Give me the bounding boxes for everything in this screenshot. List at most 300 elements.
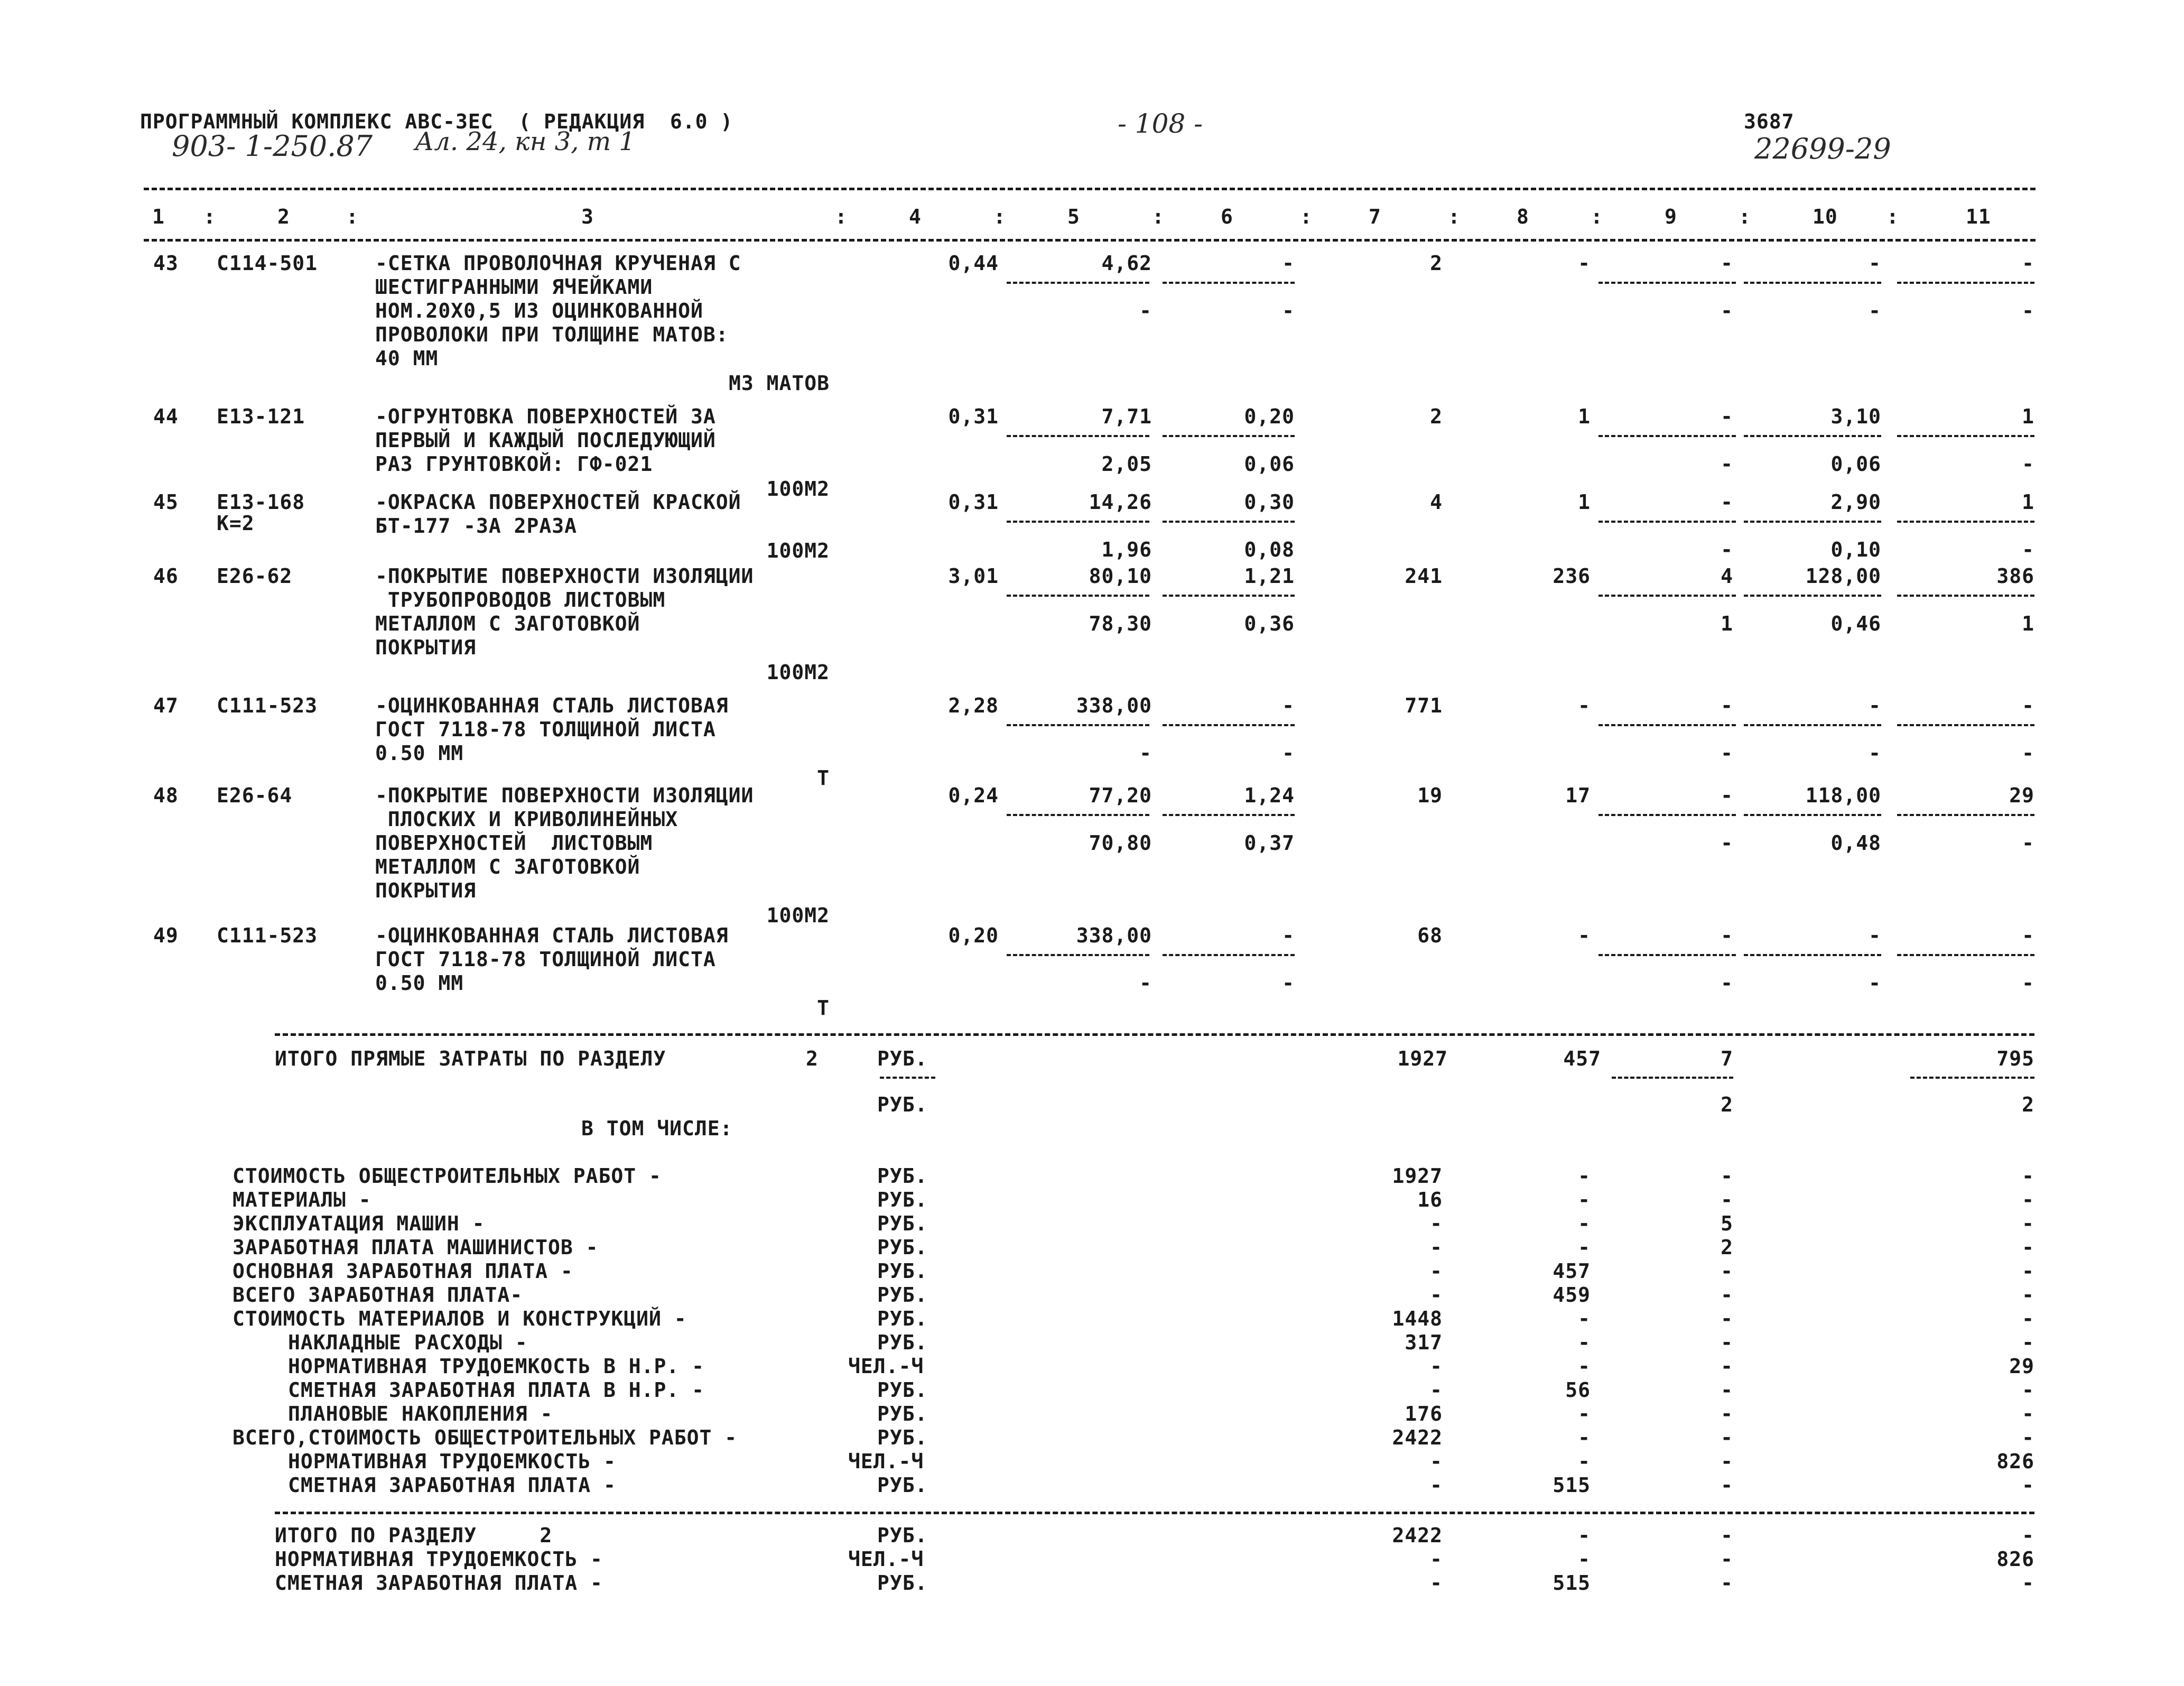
section-total-c9: - — [1721, 1524, 1733, 1547]
row-unit-cost-machines: 1,21 — [1244, 564, 1295, 588]
row-code: Е13-121 — [217, 405, 305, 428]
summary-unit: РУБ. — [877, 1212, 928, 1235]
summary-label: ВСЕГО ЗАРАБОТНАЯ ПЛАТА- — [233, 1283, 523, 1307]
row-rule-c5 — [1007, 954, 1149, 956]
summary-unit: РУБ. — [877, 1283, 928, 1307]
row-unit-cost-wages: - — [1139, 742, 1152, 765]
row-total-wages: - — [1578, 924, 1591, 947]
row-description-line: -ОЦИНКОВАННАЯ СТАЛЬ ЛИСТОВАЯ — [375, 694, 729, 717]
row-quantity: 0,31 — [948, 490, 999, 514]
row-total-wages: - — [1578, 694, 1591, 717]
summary-c8: - — [1578, 1188, 1591, 1211]
totals-direct-label: ИТОГО ПРЯМЫЕ ЗАТРАТЫ ПО РАЗДЕЛУ — [275, 1047, 666, 1070]
summary-c7: 1448 — [1392, 1307, 1443, 1330]
row-total-machines: - — [1721, 694, 1733, 717]
row-machinist-labor-unit: - — [1869, 742, 1881, 765]
row-unit-cost: 338,00 — [1076, 924, 1152, 947]
totals-direct-c7: 1927 — [1397, 1047, 1448, 1070]
row-total-machines: - — [1721, 784, 1733, 807]
including-label: В ТОМ ЧИСЛЕ: — [581, 1117, 733, 1140]
section-total-c9: - — [1721, 1548, 1733, 1571]
totals-direct-c11: 795 — [1996, 1047, 2034, 1070]
row-rule-c11 — [1897, 724, 2034, 726]
row-unit-cost-wages: 2,05 — [1101, 452, 1152, 476]
row-labor-unit: 118,00 — [1805, 784, 1881, 807]
row-unit: М3 МАТОВ — [728, 372, 830, 395]
row-total-machines: - — [1721, 490, 1733, 514]
summary-label: СТОИМОСТЬ МАТЕРИАЛОВ И КОНСТРУКЦИЙ - — [233, 1307, 687, 1330]
row-labor-total: - — [2022, 252, 2034, 275]
column-separator: : — [993, 205, 1006, 228]
page-number: - 108 - — [1118, 108, 1203, 139]
row-machinist-labor-total: - — [2022, 971, 2034, 995]
row-total-machines: - — [1721, 405, 1733, 428]
row-total-cost: 68 — [1417, 924, 1443, 947]
summary-label: НОРМАТИВНАЯ ТРУДОЕМКОСТЬ В Н.Р. - — [288, 1355, 704, 1378]
summary-label: СМЕТНАЯ ЗАРАБОТНАЯ ПЛАТА - — [288, 1474, 616, 1497]
totals-direct-c9b: 2 — [1721, 1093, 1733, 1116]
row-number: 45 — [153, 490, 179, 514]
summary-c11: - — [2022, 1402, 2034, 1425]
summary-label: ЭКСПЛУАТАЦИЯ МАШИН - — [233, 1212, 485, 1235]
totals-direct-c11b: 2 — [2022, 1093, 2034, 1116]
summary-unit: РУБ. — [877, 1331, 928, 1354]
row-labor-total: - — [2022, 694, 2034, 717]
section-total-c11: 826 — [1996, 1548, 2034, 1571]
section-total-unit: РУБ. — [877, 1571, 928, 1595]
summary-c9: - — [1721, 1474, 1733, 1497]
row-description-line: ГОСТ 7118-78 ТОЛЩИНОЙ ЛИСТА — [375, 718, 716, 741]
row-unit-cost-wages: 70,80 — [1089, 831, 1152, 855]
column-header-9: 9 — [1665, 205, 1677, 228]
summary-c7: - — [1430, 1450, 1443, 1473]
section-total-c7: - — [1430, 1571, 1443, 1595]
row-rule-c5 — [1007, 435, 1149, 437]
row-labor-total: 386 — [1996, 564, 2034, 588]
summary-label: НАКЛАДНЫЕ РАСХОДЫ - — [288, 1331, 528, 1354]
summary-unit: РУБ. — [877, 1426, 928, 1449]
row-rule-c9 — [1598, 282, 1736, 284]
column-separator: : — [1300, 205, 1313, 228]
row-rule-c9 — [1598, 724, 1736, 726]
summary-unit: РУБ. — [877, 1259, 928, 1283]
summary-c9: - — [1721, 1331, 1733, 1354]
summary-c7: - — [1430, 1378, 1443, 1402]
row-quantity: 0,20 — [948, 924, 999, 947]
row-unit: Т — [817, 766, 830, 790]
summary-c8: 515 — [1553, 1474, 1591, 1497]
row-code: Е26-62 — [217, 564, 293, 588]
summary-c9: - — [1721, 1283, 1733, 1307]
summary-c8: - — [1578, 1450, 1591, 1473]
summary-label: ЗАРАБОТНАЯ ПЛАТА МАШИНИСТОВ - — [233, 1236, 599, 1259]
column-header-8: 8 — [1517, 205, 1529, 228]
row-machinist-wages: - — [1721, 538, 1733, 561]
row-total-cost: 19 — [1417, 784, 1443, 807]
row-unit-cost: 7,71 — [1101, 405, 1152, 428]
summary-label: ПЛАНОВЫЕ НАКОПЛЕНИЯ - — [288, 1402, 553, 1425]
row-quantity: 0,44 — [948, 252, 999, 275]
summary-c11: - — [2022, 1164, 2034, 1188]
rule-totals — [275, 1033, 2034, 1036]
column-separator: : — [1448, 205, 1461, 228]
row-unit-cost-machines: 0,30 — [1244, 490, 1295, 514]
row-unit-cost-machinist-wages: 0,37 — [1244, 831, 1295, 855]
row-number: 43 — [153, 252, 179, 275]
summary-c9: - — [1721, 1378, 1733, 1402]
row-number: 48 — [153, 784, 179, 807]
summary-c11: - — [2022, 1188, 2034, 1211]
section-total-label: СМЕТНАЯ ЗАРАБОТНАЯ ПЛАТА - — [275, 1571, 603, 1595]
summary-c11: 826 — [1996, 1450, 2034, 1473]
summary-unit: РУБ. — [877, 1188, 928, 1211]
summary-unit: РУБ. — [877, 1236, 928, 1259]
row-unit-cost-machinist-wages: 0,36 — [1244, 612, 1295, 635]
row-machinist-labor-unit: 0,06 — [1830, 452, 1881, 476]
column-header-5: 5 — [1067, 205, 1080, 228]
row-rule-c9 — [1598, 595, 1736, 597]
summary-c7: - — [1430, 1474, 1443, 1497]
row-machinist-labor-total: 1 — [2022, 612, 2034, 635]
row-unit-cost-wages: - — [1139, 971, 1152, 995]
code-number: 3687 — [1744, 110, 1795, 133]
code-reference: 22699-29 — [1754, 132, 1891, 165]
row-machinist-labor-total: - — [2022, 299, 2034, 322]
row-quantity: 3,01 — [948, 564, 999, 588]
row-code-extra: К=2 — [217, 512, 255, 535]
row-description-line: -ПОКРЫТИЕ ПОВЕРХНОСТИ ИЗОЛЯЦИИ — [375, 784, 754, 807]
row-total-cost: 2 — [1430, 252, 1443, 275]
row-unit-cost-machinist-wages: 0,06 — [1244, 452, 1295, 476]
column-header-2: 2 — [277, 205, 290, 228]
section-total-c8: - — [1578, 1548, 1591, 1571]
totals-direct-c9: 7 — [1721, 1047, 1733, 1070]
section-total-c7: - — [1430, 1548, 1443, 1571]
row-labor-total: - — [2022, 924, 2034, 947]
rule-section-total — [275, 1512, 2034, 1514]
summary-c11: - — [2022, 1236, 2034, 1259]
row-unit-cost-machines: 0,20 — [1244, 405, 1295, 428]
row-rule-c11 — [1897, 435, 2034, 437]
summary-c9: - — [1721, 1402, 1733, 1425]
row-rule-c11 — [1897, 954, 2034, 956]
column-separator: : — [1739, 205, 1751, 228]
row-unit-cost-machines: - — [1282, 924, 1295, 947]
summary-c7: 2422 — [1392, 1426, 1443, 1449]
row-total-cost: 2 — [1430, 405, 1443, 428]
row-description-line: 0.50 ММ — [375, 742, 464, 765]
row-rule-c9 — [1598, 521, 1736, 523]
row-code: Е26-64 — [217, 784, 293, 807]
row-total-cost: 771 — [1405, 694, 1443, 717]
summary-c8: - — [1578, 1402, 1591, 1425]
row-rule-c5 — [1007, 521, 1149, 523]
row-unit-cost: 80,10 — [1089, 564, 1152, 588]
column-header-7: 7 — [1369, 205, 1381, 228]
summary-c11: 29 — [2009, 1355, 2034, 1378]
totals-direct-c8: 457 — [1563, 1047, 1601, 1070]
row-description-line: ТРУБОПРОВОДОВ ЛИСТОВЫМ — [375, 588, 666, 612]
row-quantity: 2,28 — [948, 694, 999, 717]
project-number: 903- 1-250.87 — [172, 129, 373, 163]
row-rule-c5 — [1007, 282, 1149, 284]
row-machinist-labor-total: - — [2022, 831, 2034, 855]
program-header: ПРОГРАММНЫЙ КОМПЛЕКС АВС-3ЕС ( РЕДАКЦИЯ 6.0 ) — [140, 110, 733, 133]
summary-c8: - — [1578, 1307, 1591, 1330]
section-total-c8: 515 — [1553, 1571, 1591, 1595]
summary-c7: 317 — [1405, 1331, 1443, 1354]
row-rule-c11 — [1897, 814, 2034, 816]
summary-c11: - — [2022, 1378, 2034, 1402]
summary-c7: - — [1430, 1236, 1443, 1259]
summary-c8: - — [1578, 1236, 1591, 1259]
totals-direct-unit: РУБ. — [877, 1047, 928, 1070]
summary-c9: - — [1721, 1164, 1733, 1188]
column-header-10: 10 — [1813, 205, 1838, 228]
row-labor-total: 1 — [2022, 405, 2034, 428]
row-machinist-labor-unit: 0,10 — [1830, 538, 1881, 561]
row-number: 46 — [153, 564, 179, 588]
row-rule-c5 — [1007, 724, 1149, 726]
row-quantity: 0,31 — [948, 405, 999, 428]
summary-c7: - — [1430, 1283, 1443, 1307]
section-total-label: НОРМАТИВНАЯ ТРУДОЕМКОСТЬ - — [275, 1548, 603, 1571]
row-labor-total: 1 — [2022, 490, 2034, 514]
row-description-line: МЕТАЛЛОМ С ЗАГОТОВКОЙ — [375, 612, 640, 635]
summary-unit: РУБ. — [877, 1307, 928, 1330]
section-total-c9: - — [1721, 1571, 1733, 1595]
row-rule-c5 — [1007, 814, 1149, 816]
row-description-line: ПОКРЫТИЯ — [375, 636, 477, 659]
summary-label: СМЕТНАЯ ЗАРАБОТНАЯ ПЛАТА В Н.Р. - — [288, 1378, 704, 1402]
summary-c11: - — [2022, 1283, 2034, 1307]
row-machinist-wages: - — [1721, 742, 1733, 765]
row-total-wages: 236 — [1553, 564, 1591, 588]
row-description-line: -ОГРУНТОВКА ПОВЕРХНОСТЕЙ ЗА — [375, 405, 716, 428]
row-rule-c10 — [1744, 521, 1881, 523]
summary-unit: РУБ. — [877, 1474, 928, 1497]
summary-label: ОСНОВНАЯ ЗАРАБОТНАЯ ПЛАТА - — [233, 1259, 573, 1283]
summary-c9: 5 — [1721, 1212, 1733, 1235]
row-unit-cost-machinist-wages: 0,08 — [1244, 538, 1295, 561]
summary-c9: - — [1721, 1307, 1733, 1330]
column-separator: : — [1591, 205, 1603, 228]
row-rule-c10 — [1744, 595, 1881, 597]
row-machinist-labor-unit: 0,48 — [1830, 831, 1881, 855]
row-quantity: 0,24 — [948, 784, 999, 807]
row-unit-cost-machines: - — [1282, 252, 1295, 275]
summary-label: МАТЕРИАЛЫ - — [233, 1188, 371, 1211]
column-header-1: 1 — [152, 205, 165, 228]
row-unit-cost-wages: 78,30 — [1089, 612, 1152, 635]
row-description-line: ПЛОСКИХ И КРИВОЛИНЕЙНЫХ — [375, 808, 679, 831]
summary-c8: 459 — [1553, 1283, 1591, 1307]
row-rule-c11 — [1897, 521, 2034, 523]
row-machinist-labor-unit: - — [1869, 299, 1881, 322]
row-code: С111-523 — [217, 924, 318, 947]
row-description-line: ПРОВОЛОКИ ПРИ ТОЛЩИНЕ МАТОВ: — [375, 323, 729, 346]
row-total-wages: 17 — [1565, 784, 1591, 807]
row-rule-c10 — [1744, 814, 1881, 816]
row-description-line: ШЕСТИГРАННЫМИ ЯЧЕЙКАМИ — [375, 275, 653, 299]
row-description-line: НОМ.20Х0,5 ИЗ ОЦИНКОВАННОЙ — [375, 299, 703, 322]
summary-c9: - — [1721, 1450, 1733, 1473]
row-machinist-labor-unit: - — [1869, 971, 1881, 995]
row-rule-c9 — [1598, 435, 1736, 437]
column-separator: : — [1152, 205, 1165, 228]
column-header-4: 4 — [909, 205, 922, 228]
row-labor-unit: 3,10 — [1830, 405, 1881, 428]
row-description-line: РАЗ ГРУНТОВКОЙ: ГФ-021 — [375, 452, 653, 476]
column-separator: : — [203, 205, 216, 228]
summary-label: ВСЕГО,СТОИМОСТЬ ОБЩЕСТРОИТЕЛЬНЫХ РАБОТ - — [233, 1426, 738, 1449]
summary-c11: - — [2022, 1426, 2034, 1449]
row-unit-cost-machines: - — [1282, 694, 1295, 717]
row-rule-c6 — [1163, 954, 1295, 956]
row-code: Е13-168 — [217, 490, 305, 514]
row-unit: 100М2 — [766, 539, 830, 562]
totals-c11-rule — [1910, 1077, 2034, 1079]
section-total-c11: - — [2022, 1524, 2034, 1547]
row-labor-total: 29 — [2009, 784, 2034, 807]
row-description-line: -ОЦИНКОВАННАЯ СТАЛЬ ЛИСТОВАЯ — [375, 924, 729, 947]
row-machinist-labor-total: - — [2022, 742, 2034, 765]
row-unit-cost-machinist-wages: - — [1282, 971, 1295, 995]
summary-c11: - — [2022, 1307, 2034, 1330]
summary-c9: 2 — [1721, 1236, 1733, 1259]
row-unit-cost: 77,20 — [1089, 784, 1152, 807]
column-header-3: 3 — [581, 205, 594, 228]
row-total-cost: 241 — [1405, 564, 1443, 588]
section-total-c8: - — [1578, 1524, 1591, 1547]
summary-c8: 56 — [1565, 1378, 1591, 1402]
row-unit-cost-machines: 1,24 — [1244, 784, 1295, 807]
row-machinist-wages: - — [1721, 452, 1733, 476]
row-unit: Т — [817, 996, 830, 1020]
row-unit: 100М2 — [766, 904, 830, 927]
row-labor-unit: 128,00 — [1805, 564, 1881, 588]
row-machinist-labor-total: - — [2022, 538, 2034, 561]
section-total-c7: 2422 — [1392, 1524, 1443, 1547]
row-unit-cost: 338,00 — [1076, 694, 1152, 717]
rule-header-bottom — [144, 239, 2036, 242]
row-rule-c9 — [1598, 954, 1736, 956]
album-reference: Ал. 24, кн 3, т 1 — [415, 127, 635, 156]
row-labor-unit: 2,90 — [1830, 490, 1881, 514]
summary-label: НОРМАТИВНАЯ ТРУДОЕМКОСТЬ - — [288, 1450, 616, 1473]
row-total-wages: 1 — [1578, 490, 1591, 514]
row-number: 49 — [153, 924, 179, 947]
summary-c8: - — [1578, 1212, 1591, 1235]
row-unit: 100М2 — [766, 661, 830, 684]
row-total-wages: - — [1578, 252, 1591, 275]
row-labor-unit: - — [1869, 252, 1881, 275]
row-unit-cost-wages: 1,96 — [1101, 538, 1152, 561]
summary-unit: ЧЕЛ.-Ч — [848, 1355, 924, 1378]
summary-c11: - — [2022, 1212, 2034, 1235]
row-number: 44 — [153, 405, 179, 428]
row-machinist-wages: - — [1721, 971, 1733, 995]
row-description-line: МЕТАЛЛОМ С ЗАГОТОВКОЙ — [375, 855, 640, 878]
section-total-unit: ЧЕЛ.-Ч — [848, 1548, 924, 1571]
row-description-line: -ПОКРЫТИЕ ПОВЕРХНОСТИ ИЗОЛЯЦИИ — [375, 564, 754, 588]
summary-c9: - — [1721, 1426, 1733, 1449]
row-rule-c6 — [1163, 435, 1295, 437]
section-total-unit: РУБ. — [877, 1524, 928, 1547]
row-machinist-wages: - — [1721, 299, 1733, 322]
row-labor-unit: - — [1869, 694, 1881, 717]
row-code: С114-501 — [217, 252, 318, 275]
summary-c8: 457 — [1553, 1259, 1591, 1283]
summary-c7: 1927 — [1392, 1164, 1443, 1188]
summary-c8: - — [1578, 1164, 1591, 1188]
row-rule-c6 — [1163, 521, 1295, 523]
totals-direct-unit2: РУБ. — [877, 1093, 928, 1116]
summary-c8: - — [1578, 1426, 1591, 1449]
row-number: 47 — [153, 694, 179, 717]
row-rule-c11 — [1897, 595, 2034, 597]
row-description-line: -СЕТКА ПРОВОЛОЧНАЯ КРУЧЕНАЯ С — [375, 252, 741, 275]
totals-direct-section: 2 — [806, 1047, 819, 1070]
row-unit-cost-machinist-wages: - — [1282, 742, 1295, 765]
summary-label: СТОИМОСТЬ ОБЩЕСТРОИТЕЛЬНЫХ РАБОТ - — [233, 1164, 662, 1188]
summary-c8: - — [1578, 1355, 1591, 1378]
summary-unit: РУБ. — [877, 1402, 928, 1425]
summary-c7: - — [1430, 1212, 1443, 1235]
summary-c8: - — [1578, 1331, 1591, 1354]
row-rule-c10 — [1744, 282, 1881, 284]
row-rule-c10 — [1744, 954, 1881, 956]
summary-unit: РУБ. — [877, 1164, 928, 1188]
summary-c9: - — [1721, 1259, 1733, 1283]
row-unit: 100М2 — [766, 477, 830, 501]
summary-c7: - — [1430, 1259, 1443, 1283]
row-description-line: 0.50 ММ — [375, 971, 464, 995]
summary-c11: - — [2022, 1259, 2034, 1283]
row-total-machines: 4 — [1721, 564, 1733, 588]
row-description-line: ПЕРВЫЙ И КАЖДЫЙ ПОСЛЕДУЮЩИЙ — [375, 429, 716, 452]
summary-unit: ЧЕЛ.-Ч — [848, 1450, 924, 1473]
rule-top — [144, 188, 2036, 190]
section-total-label: ИТОГО ПО РАЗДЕЛУ 2 — [275, 1524, 553, 1547]
summary-c7: 176 — [1405, 1402, 1443, 1425]
totals-c9-rule — [1612, 1077, 1733, 1079]
row-rule-c11 — [1897, 282, 2034, 284]
row-machinist-wages: - — [1721, 831, 1733, 855]
row-description-line: ПОВЕРХНОСТЕЙ ЛИСТОВЫМ — [375, 831, 653, 855]
row-rule-c6 — [1163, 724, 1295, 726]
row-labor-unit: - — [1869, 924, 1881, 947]
summary-c9: - — [1721, 1188, 1733, 1211]
totals-unit-rule — [880, 1077, 935, 1079]
row-total-machines: - — [1721, 924, 1733, 947]
summary-c11: - — [2022, 1331, 2034, 1354]
row-description-line: 40 ММ — [375, 347, 439, 370]
row-rule-c6 — [1163, 814, 1295, 816]
row-unit-cost: 4,62 — [1101, 252, 1152, 275]
row-machinist-labor-total: - — [2022, 452, 2034, 476]
summary-unit: РУБ. — [877, 1378, 928, 1402]
row-machinist-labor-unit: 0,46 — [1830, 612, 1881, 635]
summary-c9: - — [1721, 1355, 1733, 1378]
row-rule-c6 — [1163, 282, 1295, 284]
column-separator: : — [835, 205, 848, 228]
row-unit-cost-machinist-wages: - — [1282, 299, 1295, 322]
row-description-line: -ОКРАСКА ПОВЕРХНОСТЕЙ КРАСКОЙ — [375, 490, 741, 514]
row-rule-c5 — [1007, 595, 1149, 597]
summary-c7: - — [1430, 1355, 1443, 1378]
column-header-11: 11 — [1966, 205, 1991, 228]
